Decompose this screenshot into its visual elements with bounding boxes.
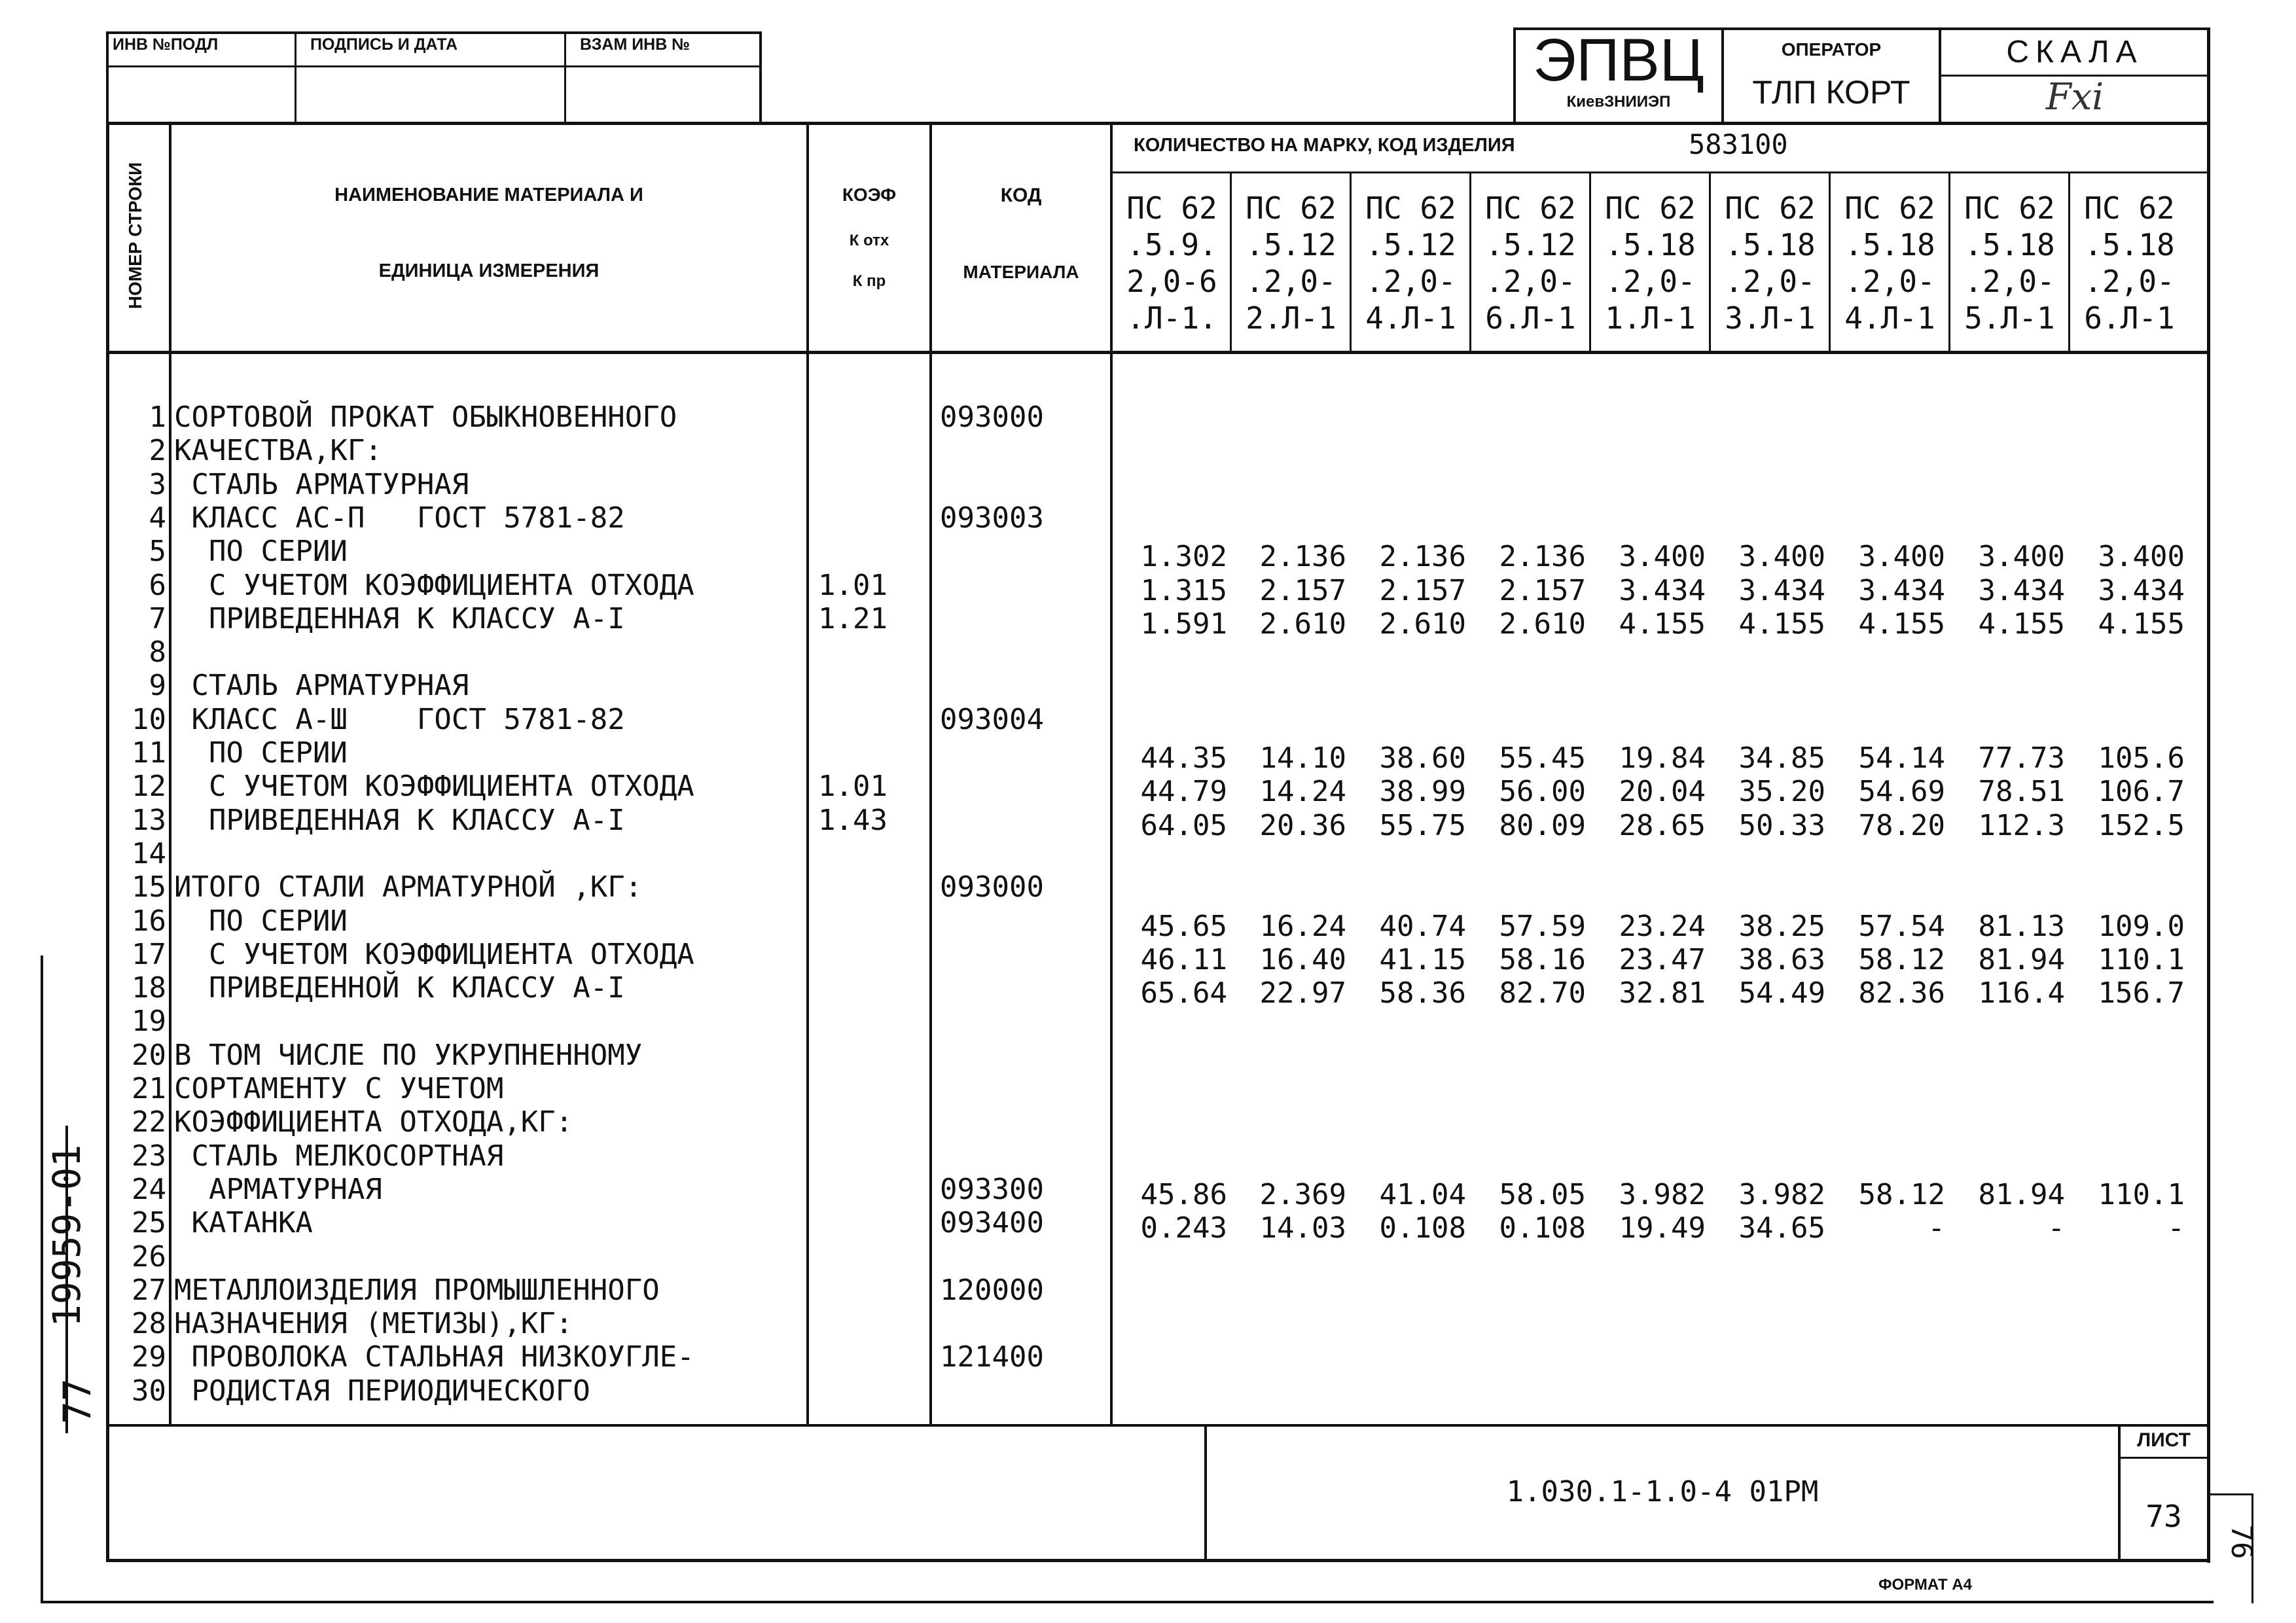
- material-name: СТАЛЬ АРМАТУРНАЯ: [174, 669, 469, 703]
- quantity-value: 2.369: [1259, 1177, 1346, 1211]
- org-subname: КиевЗНИИЭП: [1566, 93, 1671, 111]
- material-code: 093400: [940, 1206, 1044, 1240]
- material-name: ПРИВЕДЕННОЙ К КЛАССУ А-I: [174, 971, 625, 1005]
- material-code: 093004: [940, 702, 1044, 736]
- quantity-value: 45.86: [1140, 1177, 1227, 1211]
- row-number: 8: [149, 635, 166, 669]
- quantity-value: 58.12: [1858, 942, 1945, 976]
- quantity-value: 3.434: [1738, 573, 1825, 607]
- row-number: 11: [132, 736, 166, 770]
- quantity-value: 38.60: [1379, 741, 1466, 775]
- page-number-right: 76: [2225, 1524, 2258, 1560]
- document-code: 1.030.1-1.0-4 01РМ: [1506, 1475, 1819, 1508]
- org-name: ЭПВЦ: [1533, 27, 1704, 94]
- material-name: АРМАТУРНАЯ: [174, 1172, 382, 1206]
- quantity-value: 50.33: [1738, 808, 1825, 842]
- quantity-value: 22.97: [1259, 976, 1346, 1010]
- row-number: 10: [132, 702, 166, 736]
- row-number: 26: [132, 1240, 166, 1274]
- quantity-value: 16.40: [1259, 942, 1346, 976]
- quantity-value: 105.6: [2098, 741, 2185, 775]
- row-number: 4: [149, 501, 166, 535]
- row-number: 7: [149, 601, 166, 635]
- quantity-value: 2.136: [1379, 540, 1466, 574]
- material-name: В ТОМ ЧИСЛЕ ПО УКРУПНЕННОМУ: [174, 1038, 643, 1072]
- quantity-value: 55.45: [1499, 741, 1586, 775]
- quantity-value: 58.05: [1499, 1177, 1586, 1211]
- row-number: 3: [149, 467, 166, 501]
- quantity-value: 35.20: [1738, 775, 1825, 809]
- quantity-value: 3.982: [1619, 1177, 1706, 1211]
- quantity-value: 3.434: [2098, 573, 2185, 607]
- material-code: 120000: [940, 1273, 1044, 1307]
- row-number: 22: [132, 1105, 166, 1139]
- product-code: 583100: [1689, 128, 1788, 160]
- material-name: ПРОВОЛОКА СТАЛЬНАЯ НИЗКОУГЛЕ-: [174, 1340, 694, 1374]
- quantity-value: 57.54: [1858, 909, 1945, 943]
- mark-header-6: ПС 62 .5.18 .2,0- 3.Л-1: [1725, 190, 1816, 336]
- operator-name: ТЛП КОРТ: [1752, 74, 1910, 111]
- row-number: 13: [132, 803, 166, 837]
- quantity-value: 81.94: [1978, 1177, 2065, 1211]
- quantity-value: 2.157: [1379, 573, 1466, 607]
- quantity-value: 38.99: [1379, 775, 1466, 809]
- quantity-value: 3.400: [2098, 540, 2185, 574]
- quantity-value: 2.136: [1499, 540, 1586, 574]
- quantity-value: 82.70: [1499, 976, 1586, 1010]
- code-header: КОД: [1000, 185, 1042, 206]
- quantity-value: 14.24: [1259, 775, 1346, 809]
- quantity-value: 64.05: [1140, 808, 1227, 842]
- side-album-number: 19959-01: [45, 1144, 89, 1327]
- row-number: 5: [149, 535, 166, 569]
- qty-label: КОЛИЧЕСТВО НА МАРКУ, КОД ИЗДЕЛИЯ: [1134, 135, 1515, 156]
- quantity-value: 156.7: [2098, 976, 2185, 1010]
- material-code: 093300: [940, 1172, 1044, 1206]
- mark-header-7: ПС 62 .5.18 .2,0- 4.Л-1: [1844, 190, 1935, 336]
- row-number: 1: [149, 401, 166, 434]
- material-name: СОРТАМЕНТУ С УЧЕТОМ: [174, 1072, 504, 1105]
- material-name: НАЗНАЧЕНИЯ (МЕТИЗЫ),КГ:: [174, 1307, 573, 1341]
- material-name: КАЧЕСТВА,КГ:: [174, 434, 382, 468]
- quantity-value: 3.400: [1738, 540, 1825, 574]
- quantity-value: 1.591: [1140, 607, 1227, 641]
- row-number: 24: [132, 1172, 166, 1206]
- quantity-value: 38.63: [1738, 942, 1825, 976]
- row-number-header: НОМЕР СТРОКИ: [125, 162, 145, 310]
- quantity-value: 23.47: [1619, 942, 1706, 976]
- row-number: 21: [132, 1072, 166, 1105]
- material-code: 093003: [940, 501, 1044, 535]
- mark-header-8: ПС 62 .5.18 .2,0- 5.Л-1: [1964, 190, 2055, 336]
- quantity-value: 2.610: [1259, 607, 1346, 641]
- quantity-value: 46.11: [1140, 942, 1227, 976]
- row-number: 19: [132, 1005, 166, 1039]
- quantity-value: 2.610: [1499, 607, 1586, 641]
- row-number: 2: [149, 434, 166, 468]
- coef-waste-header: К отх: [849, 232, 889, 249]
- quantity-value: 58.12: [1858, 1177, 1945, 1211]
- row-number: 18: [132, 971, 166, 1005]
- quantity-value: 2.157: [1259, 573, 1346, 607]
- quantity-value: 78.20: [1858, 808, 1945, 842]
- material-name: С УЧЕТОМ КОЭФФИЦИЕНТА ОТХОДА: [174, 568, 694, 602]
- quantity-value: 14.10: [1259, 741, 1346, 775]
- quantity-value: -: [2047, 1211, 2065, 1245]
- mark-header-2: ПС 62 .5.12 .2,0- 2.Л-1: [1246, 190, 1336, 336]
- mark-header-3: ПС 62 .5.12 .2,0- 4.Л-1: [1365, 190, 1456, 336]
- quantity-value: 45.65: [1140, 909, 1227, 943]
- material-name: КАТАНКА: [174, 1206, 313, 1240]
- material-code: 093000: [940, 401, 1044, 434]
- coef-header: КОЭФ: [842, 185, 897, 205]
- row-number: 30: [132, 1374, 166, 1408]
- quantity-value: 112.3: [1978, 808, 2065, 842]
- row-number: 14: [132, 836, 166, 870]
- quantity-value: 81.94: [1978, 942, 2065, 976]
- coef-value: 1.01: [818, 770, 888, 804]
- quantity-value: 65.64: [1140, 976, 1227, 1010]
- quantity-value: 0.243: [1140, 1211, 1227, 1245]
- row-number: 29: [132, 1340, 166, 1374]
- quantity-value: 80.09: [1499, 808, 1586, 842]
- mark-header-5: ПС 62 .5.18 .2,0- 1.Л-1: [1605, 190, 1696, 336]
- side-page-number: 77: [55, 1378, 99, 1424]
- material-name: ПО СЕРИИ: [174, 736, 348, 770]
- quantity-value: 1.302: [1140, 540, 1227, 574]
- quantity-value: 41.15: [1379, 942, 1466, 976]
- quantity-value: 0.108: [1499, 1211, 1586, 1245]
- signature: Fxi: [2045, 76, 2104, 118]
- quantity-value: 3.982: [1738, 1177, 1825, 1211]
- material-name: ПРИВЕДЕННАЯ К КЛАССУ А-I: [174, 601, 625, 635]
- mark-header-4: ПС 62 .5.12 .2,0- 6.Л-1: [1485, 190, 1576, 336]
- quantity-value: 2.610: [1379, 607, 1466, 641]
- row-number: 12: [132, 770, 166, 804]
- material-code: 121400: [940, 1340, 1044, 1374]
- quantity-value: 28.65: [1619, 808, 1706, 842]
- quantity-value: 54.14: [1858, 741, 1945, 775]
- quantity-value: -: [2167, 1211, 2185, 1245]
- quantity-value: 0.108: [1379, 1211, 1466, 1245]
- quantity-value: 110.1: [2098, 942, 2185, 976]
- row-number: 16: [132, 904, 166, 938]
- quantity-value: 19.84: [1619, 741, 1706, 775]
- coef-reduce-header: К пр: [852, 272, 886, 290]
- quantity-value: 38.25: [1738, 909, 1825, 943]
- quantity-value: 77.73: [1978, 741, 2065, 775]
- quantity-value: 19.49: [1619, 1211, 1706, 1245]
- material-name: МЕТАЛЛОИЗДЕЛИЯ ПРОМЫШЛЕННОГО: [174, 1273, 660, 1307]
- stamp-inv-no: ИНВ №ПОДЛ: [113, 35, 219, 54]
- coef-value: 1.43: [818, 803, 888, 837]
- quantity-value: 44.35: [1140, 741, 1227, 775]
- row-number: 17: [132, 937, 166, 971]
- coef-value: 1.01: [818, 568, 888, 602]
- quantity-value: 2.136: [1259, 540, 1346, 574]
- row-number: 23: [132, 1139, 166, 1173]
- material-name: КЛАСС А-Ш ГОСТ 5781-82: [174, 702, 625, 736]
- material-name: СТАЛЬ АРМАТУРНАЯ: [174, 467, 469, 501]
- coef-value: 1.21: [818, 601, 888, 635]
- material-name: ИТОГО СТАЛИ АРМАТУРНОЙ ,КГ:: [174, 870, 643, 904]
- stamp-signature-date: ПОДПИСЬ И ДАТА: [310, 35, 458, 54]
- mark-header-1: ПС 62 .5.9. 2,0-6 .Л-1.: [1126, 190, 1217, 336]
- quantity-value: 109.0: [2098, 909, 2185, 943]
- quantity-value: 20.04: [1619, 775, 1706, 809]
- quantity-value: 3.400: [1858, 540, 1945, 574]
- material-name: СОРТОВОЙ ПРОКАТ ОБЫКНОВЕННОГО: [174, 401, 677, 434]
- mark-header-9: ПС 62 .5.18 .2,0- 6.Л-1: [2084, 190, 2175, 336]
- quantity-value: 78.51: [1978, 775, 2065, 809]
- quantity-value: 57.59: [1499, 909, 1586, 943]
- quantity-value: 152.5: [2098, 808, 2185, 842]
- material-name: С УЧЕТОМ КОЭФФИЦИЕНТА ОТХОДА: [174, 770, 694, 804]
- quantity-value: 32.81: [1619, 976, 1706, 1010]
- material-name-header-2: ЕДИНИЦА ИЗМЕРЕНИЯ: [378, 260, 600, 281]
- quantity-value: 55.75: [1379, 808, 1466, 842]
- quantity-value: 3.434: [1619, 573, 1706, 607]
- material-name: С УЧЕТОМ КОЭФФИЦИЕНТА ОТХОДА: [174, 937, 694, 971]
- material-code: 093000: [940, 870, 1044, 904]
- quantity-value: 110.1: [2098, 1177, 2185, 1211]
- row-number: 9: [149, 669, 166, 703]
- quantity-value: 16.24: [1259, 909, 1346, 943]
- row-number: 20: [132, 1038, 166, 1072]
- quantity-value: 4.155: [1619, 607, 1706, 641]
- quantity-value: 4.155: [1978, 607, 2065, 641]
- quantity-value: 20.36: [1259, 808, 1346, 842]
- row-number: 27: [132, 1273, 166, 1307]
- quantity-value: 41.04: [1379, 1177, 1466, 1211]
- material-name: РОДИСТАЯ ПЕРИОДИЧЕСКОГО: [174, 1374, 590, 1408]
- material-name: ПРИВЕДЕННАЯ К КЛАССУ А-I: [174, 803, 625, 837]
- material-name: ПО СЕРИИ: [174, 535, 348, 569]
- quantity-value: 82.36: [1858, 976, 1945, 1010]
- row-number: 28: [132, 1307, 166, 1341]
- row-number: 6: [149, 568, 166, 602]
- material-name-header-1: НАИМЕНОВАНИЕ МАТЕРИАЛА И: [334, 185, 643, 205]
- quantity-value: 3.400: [1619, 540, 1706, 574]
- code-material-header: МАТЕРИАЛА: [963, 262, 1079, 282]
- quantity-value: 54.49: [1738, 976, 1825, 1010]
- material-name: СТАЛЬ МЕЛКОСОРТНАЯ: [174, 1139, 504, 1173]
- operator-label: ОПЕРАТОР: [1781, 39, 1882, 60]
- quantity-value: 44.79: [1140, 775, 1227, 809]
- quantity-value: 4.155: [1738, 607, 1825, 641]
- quantity-value: 106.7: [2098, 775, 2185, 809]
- quantity-value: 1.315: [1140, 573, 1227, 607]
- sheet-label: ЛИСТ: [2137, 1429, 2191, 1451]
- quantity-value: 4.155: [2098, 607, 2185, 641]
- quantity-value: 40.74: [1379, 909, 1466, 943]
- format-label: ФОРМАТ А4: [1878, 1576, 1972, 1594]
- quantity-value: 23.24: [1619, 909, 1706, 943]
- quantity-value: 3.400: [1978, 540, 2065, 574]
- system-name: СКАЛА: [2006, 35, 2144, 69]
- material-name: ПО СЕРИИ: [174, 904, 348, 938]
- quantity-value: 34.85: [1738, 741, 1825, 775]
- quantity-value: 81.13: [1978, 909, 2065, 943]
- material-name: КОЭФФИЦИЕНТА ОТХОДА,КГ:: [174, 1105, 573, 1139]
- quantity-value: 56.00: [1499, 775, 1586, 809]
- quantity-value: -: [1928, 1211, 1945, 1245]
- quantity-value: 116.4: [1978, 976, 2065, 1010]
- material-name: КЛАСС АС-П ГОСТ 5781-82: [174, 501, 625, 535]
- quantity-value: 14.03: [1259, 1211, 1346, 1245]
- quantity-value: 58.16: [1499, 942, 1586, 976]
- quantity-value: 3.434: [1978, 573, 2065, 607]
- quantity-value: 58.36: [1379, 976, 1466, 1010]
- quantity-value: 54.69: [1858, 775, 1945, 809]
- stamp-replaced-inv: ВЗАМ ИНВ №: [580, 35, 691, 54]
- quantity-value: 2.157: [1499, 573, 1586, 607]
- sheet-number: 73: [2145, 1499, 2182, 1534]
- quantity-value: 34.65: [1738, 1211, 1825, 1245]
- row-number: 25: [132, 1206, 166, 1240]
- quantity-value: 3.434: [1858, 573, 1945, 607]
- quantity-value: 4.155: [1858, 607, 1945, 641]
- row-number: 15: [132, 870, 166, 904]
